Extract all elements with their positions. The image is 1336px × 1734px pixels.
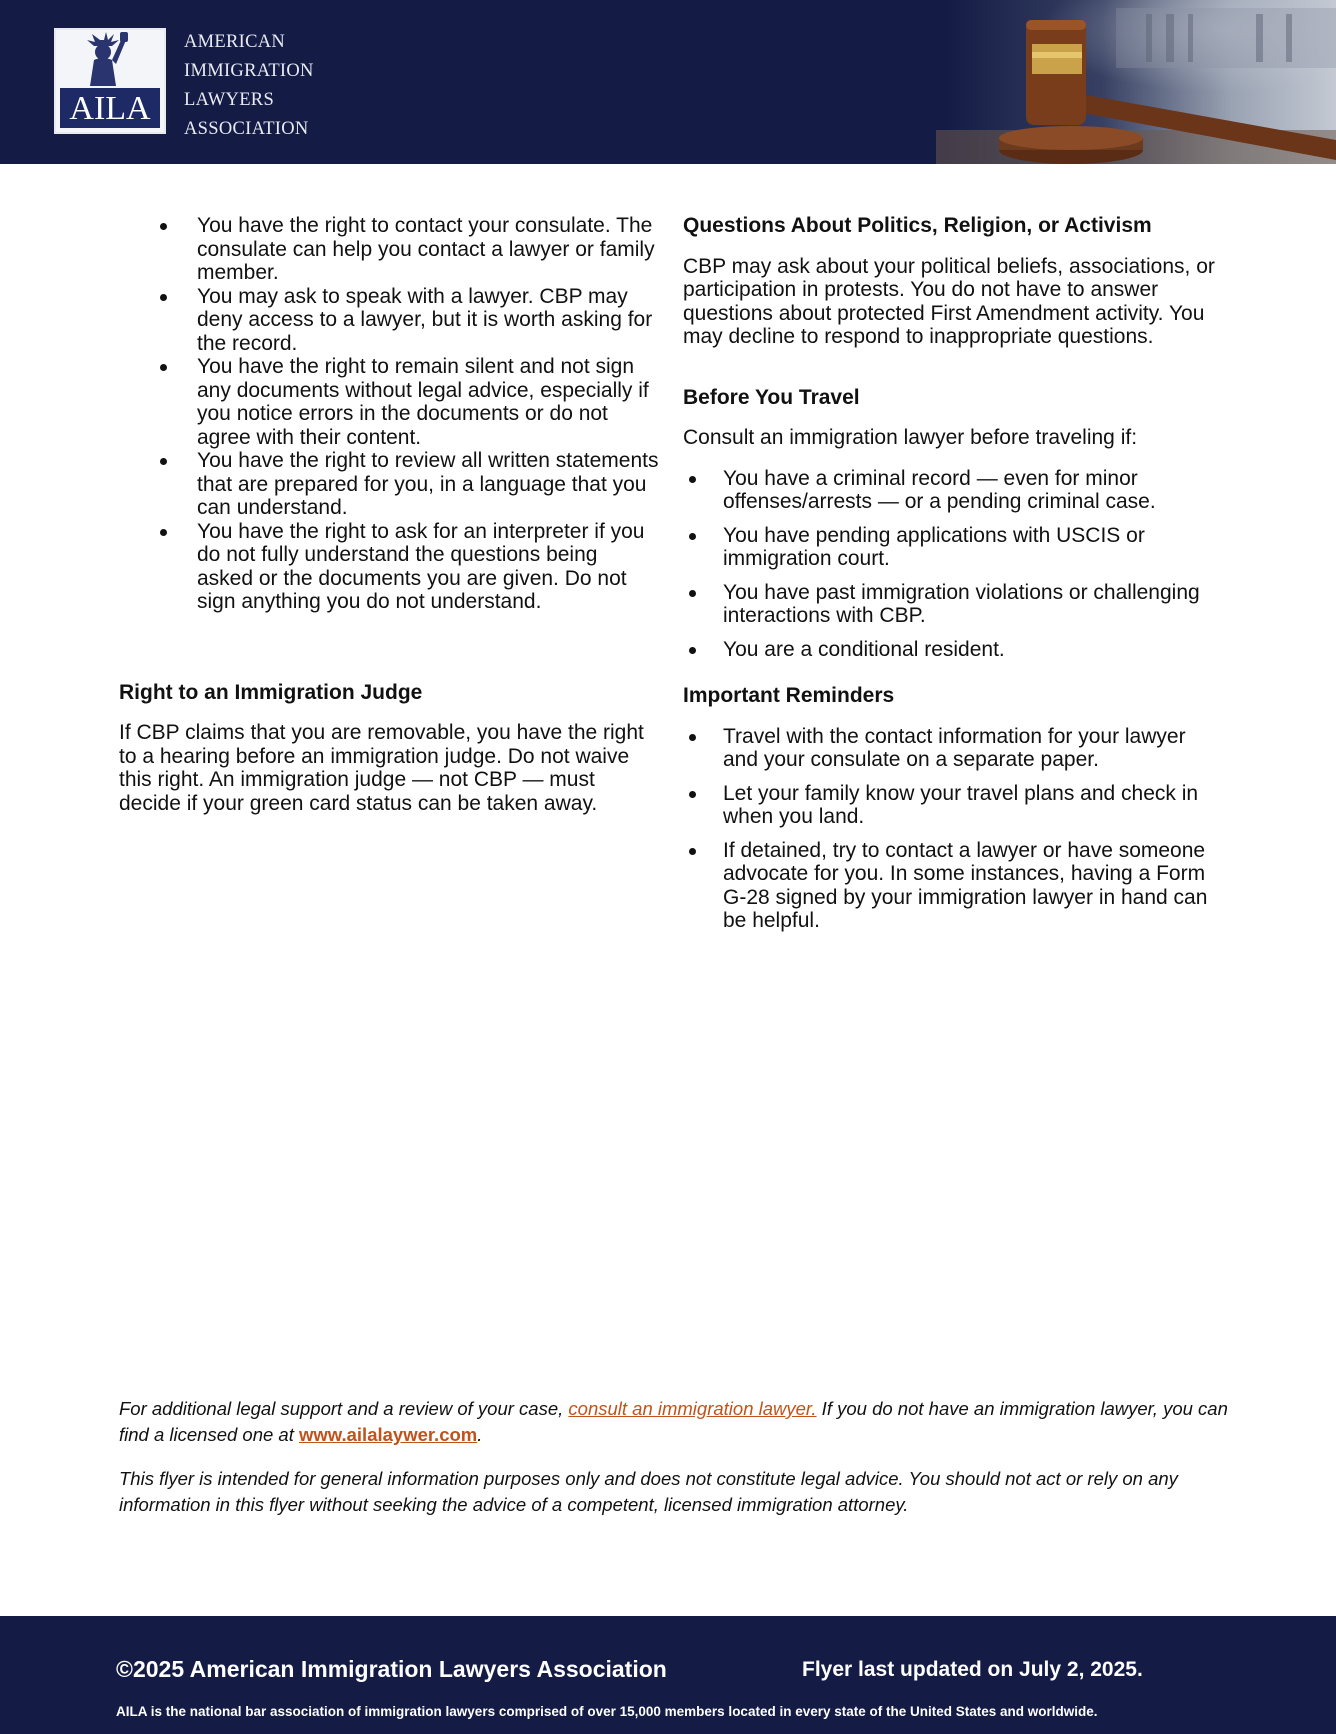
- copyright: ©2025 American Immigration Lawyers Association: [116, 1656, 667, 1682]
- legal-support-note: [119, 1396, 1229, 1448]
- footnotes: [119, 1396, 1229, 1536]
- last-updated: Flyer last updated on July 2, 2025.: [802, 1658, 1143, 1681]
- support-text: .: [477, 1424, 483, 1445]
- gavel-photo: [816, 0, 1336, 164]
- reminders-list: [683, 725, 1223, 933]
- judge-paragraph: If CBP claims that you are removable, you have the right to a hearing before an immigration judge. Do not waive this right. An immigration judge — not CBP — must decide if your green card status can be taken away.: [119, 721, 644, 815]
- aila-logo: [54, 28, 166, 134]
- org-name-line: AMERICAN: [184, 32, 286, 52]
- list-item: You have the right to remain silent and not sign any documents without legal advice, especially if you notice errors in the documents or do not agree with their content.: [119, 355, 659, 449]
- list-item: You have the right to contact your consulate. The consulate can help you contact a lawyer or family member.: [119, 214, 659, 285]
- list-item: You may ask to speak with a lawyer. CBP may deny access to a lawyer, but it is worth asking for the record.: [119, 285, 659, 356]
- list-item: You have pending applications with USCIS or immigration court.: [683, 524, 1223, 571]
- support-text: For additional legal support and a review of your case,: [119, 1398, 569, 1419]
- section-heading-politics: Questions About Politics, Religion, or Activism: [683, 214, 1152, 237]
- list-item: You have the right to review all written statements that are prepared for you, in a language that you can understand.: [119, 449, 659, 520]
- disclaimer: This flyer is intended for general information purposes only and does not constitute legal advice. You should not act or rely on any information in this flyer without seeking the advice of a competent, licensed immigration attorney.: [119, 1468, 1178, 1515]
- about-aila: AILA is the national bar association of immigration lawyers comprised of over 15,000 members located in every state of the United States and worldwide.: [116, 1704, 1098, 1719]
- section-heading-reminders: Important Reminders: [683, 684, 895, 707]
- logo-abbreviation: AILA: [69, 90, 151, 127]
- right-column: [683, 214, 1223, 943]
- consult-lawyer-link[interactable]: consult an immigration lawyer.: [568, 1398, 817, 1419]
- section-heading-judge: Right to an Immigration Judge: [119, 680, 423, 704]
- aila-lawyer-link[interactable]: www.ailalaywer.com: [299, 1424, 478, 1445]
- page-header: [0, 0, 1336, 164]
- list-item: You are a conditional resident.: [683, 638, 1223, 662]
- list-item: You have a criminal record — even for minor offenses/arrests — or a pending criminal case.: [683, 467, 1223, 514]
- list-item: You have the right to ask for an interpreter if you do not fully understand the questions being asked or the documents you are given. Do not sign anything you do not understand.: [119, 520, 659, 614]
- rights-list: [119, 214, 659, 614]
- list-item: Travel with the contact information for your lawyer and your consulate on a separate paper.: [683, 725, 1223, 772]
- politics-paragraph: CBP may ask about your political beliefs, associations, or participation in protests. You do not have to answer questions about protected First Amendment activity. You may decline to respond to inappropriate questions.: [683, 254, 1215, 348]
- org-name-line: LAWYERS: [184, 90, 275, 110]
- org-name-line: IMMIGRATION: [184, 61, 314, 81]
- section-heading-travel: Before You Travel: [683, 385, 860, 409]
- list-item: Let your family know your travel plans and check in when you land.: [683, 782, 1223, 829]
- travel-list: [683, 467, 1223, 662]
- org-name-line: ASSOCIATION: [184, 119, 309, 139]
- list-item: You have past immigration violations or challenging interactions with CBP.: [683, 581, 1223, 628]
- support-text: If you do not have an immigration lawyer, you can find a licensed one at: [119, 1398, 1228, 1445]
- page-footer: [0, 1616, 1336, 1734]
- list-item: If detained, try to contact a lawyer or have someone advocate for you. In some instances, having a Form G-28 signed by your immigration lawyer in hand can be helpful.: [683, 839, 1223, 933]
- travel-intro: Consult an immigration lawyer before traveling if:: [683, 426, 1138, 449]
- left-column: [119, 214, 659, 815]
- organization-name: [184, 28, 314, 144]
